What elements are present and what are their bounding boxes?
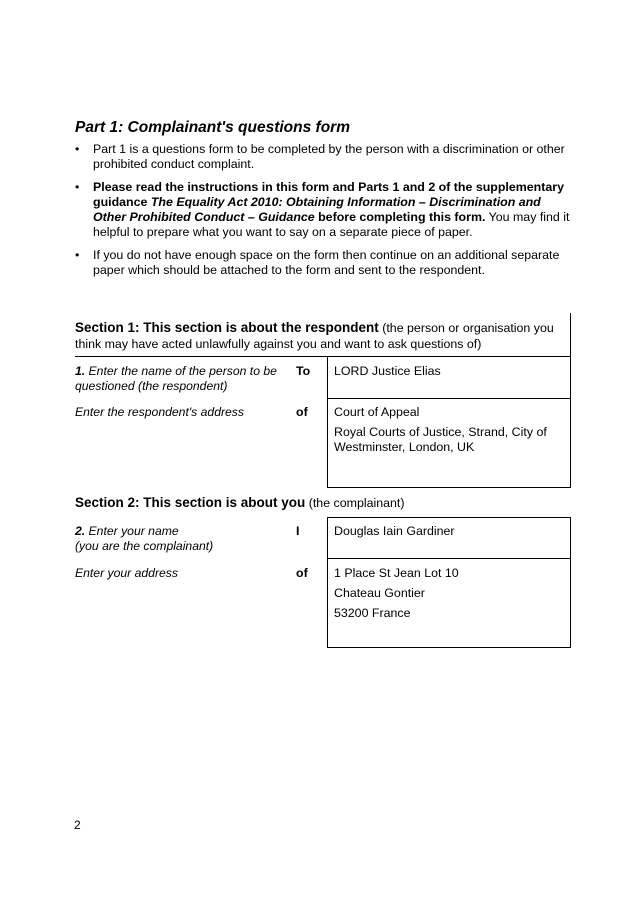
section1-border-right [570, 313, 571, 357]
respondent-address-line1: Court of Appeal [334, 405, 420, 419]
section1-divider [75, 356, 571, 357]
section2-title: Section 2: This section is about you [75, 495, 306, 510]
instruction-item [75, 248, 575, 278]
q2-keyword: I [296, 524, 300, 538]
complainant-address-line1: 1 Place St Jean Lot 10 [334, 566, 459, 580]
complainant-address-field[interactable] [334, 566, 564, 626]
bullet-icon: • [75, 248, 80, 262]
respondent-name-field[interactable] [334, 364, 564, 384]
q1-text: Enter the name of the person to be questioned (the respondent) [75, 364, 277, 393]
instruction-text: Part 1 is a questions form to be completed by the person with a discrimination or other prohibited conduct complaint. [93, 142, 565, 171]
answer-box-bottom [327, 647, 571, 648]
q2-text: Enter your name [85, 524, 179, 538]
q2-label [75, 524, 287, 554]
section2-heading [75, 495, 570, 511]
part1-title: Part 1: Complainant's questions form [75, 119, 350, 136]
answer-box-divider [327, 398, 571, 399]
respondent-address-label: Enter the respondent's address [75, 405, 244, 419]
bullet-icon: • [75, 180, 80, 194]
respondent-address-field[interactable] [334, 405, 564, 460]
guidance-title: The Equality Act 2010: Obtaining Information – Discrimination and Other Prohibited Conduct – Guidance [93, 195, 541, 224]
answer-box-divider [327, 558, 571, 559]
instruction-item [75, 180, 575, 240]
instruction-text-bold: before completing this form. [314, 210, 486, 224]
complainant-address-line2: Chateau Gontier [334, 586, 425, 600]
q2-text-line2: (you are the complainant) [75, 539, 214, 553]
instruction-text-bold: Please read the instructions in this form and Parts 1 and 2 of the supplementary guidance [93, 180, 564, 209]
instructions-list [75, 142, 575, 286]
respondent-address-keyword: of [296, 405, 308, 419]
complainant-name-value: Douglas Iain Gardiner [334, 524, 455, 538]
answer-box-left [327, 517, 328, 648]
respondent-address-line2: Royal Courts of Justice, Strand, City of Westminster, London, UK [334, 425, 547, 454]
complainant-name-field[interactable] [334, 524, 564, 544]
q1-number: 1. [75, 364, 86, 378]
complainant-address-line3: 53200 France [334, 606, 411, 620]
answer-box-right [570, 517, 571, 648]
section1-title: Section 1: This section is about the respondent [75, 320, 379, 335]
section1-heading [75, 320, 570, 352]
q1-keyword: To [296, 364, 311, 378]
page-number: 2 [74, 818, 81, 832]
q2-number: 2. [75, 524, 86, 538]
answer-box-right [570, 356, 571, 488]
instruction-text: If you do not have enough space on the form then continue on an additional separate paper which should be attached to the form and sent to the respondent. [93, 248, 560, 277]
complainant-address-label: Enter your address [75, 566, 178, 580]
answer-box-bottom [327, 487, 571, 488]
instruction-text: You may find it helpful to prepare what you want to say on a separate piece of paper. [93, 210, 570, 239]
q1-label [75, 364, 287, 394]
section2-subtitle: (the complainant) [305, 496, 405, 510]
bullet-icon: • [75, 142, 80, 156]
answer-box-top [327, 517, 571, 518]
respondent-name-value: LORD Justice Elias [334, 364, 441, 378]
complainant-address-keyword: of [296, 566, 308, 580]
section1-subtitle: (the person or organisation you think may have acted unlawfully against you and want to ask questions of) [75, 321, 554, 351]
answer-box-left [327, 356, 328, 488]
instruction-item [75, 142, 575, 172]
